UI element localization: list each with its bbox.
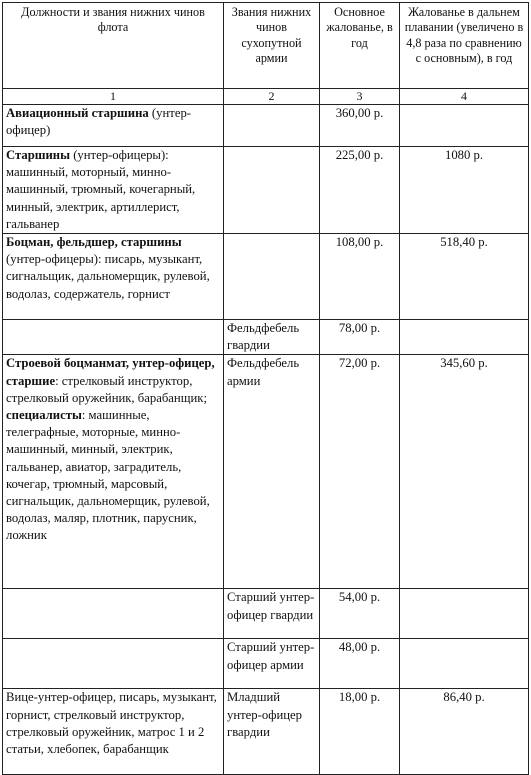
- rank-bold: Старшины: [6, 148, 71, 162]
- army-rank-cell: [224, 234, 320, 320]
- rank-cell: [3, 639, 224, 689]
- rank-bold: Боцман, фельдшер, старшины: [6, 235, 182, 250]
- rank-bold: специалисты: [6, 408, 82, 423]
- rank-cell: [3, 320, 224, 355]
- rank-cell: [3, 689, 224, 775]
- army-rank-cell: Старший унтер-офицер армии: [224, 639, 320, 689]
- base-salary-cell: 54,00 р.: [320, 589, 400, 639]
- table-row: [3, 355, 529, 589]
- header-col-1: Должности и звания нижних чинов флота: [3, 3, 224, 89]
- army-rank-cell: [224, 147, 320, 234]
- base-salary-cell: 108,00 р.: [320, 234, 400, 320]
- column-number: 1: [3, 89, 224, 105]
- table-row: [3, 639, 529, 689]
- army-rank-cell: Фельдфебель армии: [224, 355, 320, 589]
- rank-cell: [3, 589, 224, 639]
- header-col-3: Основное жалованье, в год: [320, 3, 400, 89]
- table-row: [3, 589, 529, 639]
- table-row: [3, 105, 529, 147]
- column-number-row: [3, 89, 529, 105]
- base-salary-cell: 18,00 р.: [320, 689, 400, 775]
- base-salary-cell: 78,00 р.: [320, 320, 400, 355]
- rank-cell: [3, 105, 224, 147]
- rank-text: (унтер-офицеры): машинный, моторный, минно-машинный, трюмный, кочегарный, минный, электрик, артиллерист, гальванер: [6, 148, 196, 231]
- header-col-2: Звания нижних чинов сухопутной армии: [224, 3, 320, 89]
- rank-cell: [3, 234, 224, 320]
- base-salary-cell: 225,00 р.: [320, 147, 400, 234]
- rank-text: : стрелковый инструктор, стрелковый оружейник, барабанщик;: [6, 373, 207, 405]
- rank-bold: Строевой боцманмат, унтер-офицер, старшие: [6, 356, 215, 388]
- header-col-4: Жалованье в дальнем плавании (увеличено в 4,8 раза по сравнению с основным), в год: [400, 3, 529, 89]
- army-rank-cell: [224, 105, 320, 147]
- base-salary-cell: 72,00 р.: [320, 355, 400, 589]
- salary-table: [2, 2, 529, 775]
- voyage-salary-cell: 86,40 р.: [400, 689, 529, 775]
- base-salary-cell: 48,00 р.: [320, 639, 400, 689]
- table-row: [3, 234, 529, 320]
- rank-cell: [3, 355, 224, 589]
- table-header-row: [3, 3, 529, 89]
- column-number: 4: [400, 89, 529, 105]
- army-rank-cell: Фельдфебель гвардии: [224, 320, 320, 355]
- army-rank-cell: Младший унтер-офицер гвардии: [224, 689, 320, 775]
- rank-bold: Авиационный старшина: [6, 106, 149, 120]
- rank-cell: [3, 147, 224, 234]
- rank-text: Вице-унтер-офицер, писарь, музыкант, горнист, стрелковый инструктор, стрелковый оружейник, матрос 1 и 2 статьи, хлебопек, барабанщик: [6, 690, 217, 757]
- rank-text: : машинные, телеграфные, моторные, минно-машинный, минный, электрик, гальванер, авиатор, заградитель, кочегар, трюмный, марсовый, сигнальщик, дальномерщик, рулевой, водолаз, маляр, плотник, парусник, ложник: [6, 408, 210, 543]
- voyage-salary-cell: [400, 105, 529, 147]
- rank-text: (унтер-офицеры): писарь, музыкант, сигнальщик, дальномерщик, рулевой, водолаз, содержатель, горнист: [6, 252, 210, 301]
- voyage-salary-cell: [400, 639, 529, 689]
- rank-text: (унтер-офицер): [6, 106, 192, 138]
- table-row: [3, 689, 529, 775]
- column-number: 3: [320, 89, 400, 105]
- column-number: 2: [224, 89, 320, 105]
- army-rank-cell: Старший унтер-офицер гвардии: [224, 589, 320, 639]
- voyage-salary-cell: [400, 589, 529, 639]
- voyage-salary-cell: 518,40 р.: [400, 234, 529, 320]
- table-row: [3, 147, 529, 234]
- base-salary-cell: 360,00 р.: [320, 105, 400, 147]
- voyage-salary-cell: [400, 320, 529, 355]
- voyage-salary-cell: 1080 р.: [400, 147, 529, 234]
- voyage-salary-cell: 345,60 р.: [400, 355, 529, 589]
- table-row: [3, 320, 529, 355]
